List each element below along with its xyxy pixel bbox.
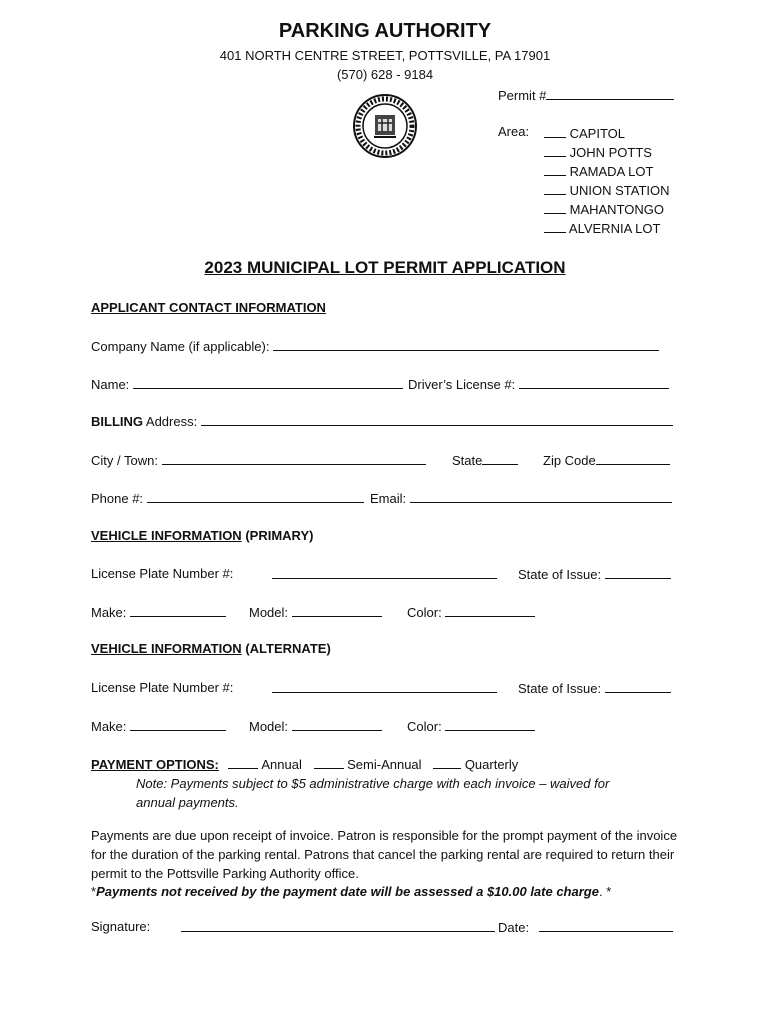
alt-plate-input[interactable] — [272, 680, 497, 697]
company-label: Company Name (if applicable): — [91, 339, 270, 354]
model-field[interactable] — [249, 604, 382, 621]
payment-label: PAYMENT OPTIONS: — [91, 757, 219, 772]
vehicle-alternate-heading: VEHICLE INFORMATION (ALTERNATE) — [91, 641, 331, 656]
alt-model-label: Model: — [249, 719, 289, 734]
semi-annual-blank[interactable] — [314, 756, 344, 769]
city-seal-icon — [352, 93, 418, 159]
alt-model-field[interactable] — [249, 718, 382, 735]
area-option[interactable]: MAHANTONGO — [544, 200, 670, 219]
color-field[interactable] — [407, 604, 535, 621]
date-label: Date: — [498, 920, 530, 935]
state-issue-label: State of Issue: — [518, 567, 602, 582]
signature-input[interactable] — [181, 919, 495, 936]
state-issue-field[interactable] — [518, 566, 671, 583]
quarterly-blank[interactable] — [433, 756, 461, 769]
license-label: Driver’s License #: — [408, 377, 516, 392]
plate-input[interactable] — [272, 566, 497, 583]
alt-color-label: Color: — [407, 719, 442, 734]
phone-field[interactable] — [91, 490, 364, 507]
phone-label: Phone #: — [91, 491, 144, 506]
date-field[interactable] — [498, 919, 673, 936]
area-option[interactable]: CAPITOL — [544, 124, 670, 143]
billing-field[interactable] — [91, 413, 673, 430]
area-option[interactable]: JOHN POTTS — [544, 143, 670, 162]
billing-label-bold: BILLING — [91, 414, 143, 429]
late-charge-notice: *Payments not received by the payment date will be assessed a $10.00 late charge. * — [91, 884, 612, 899]
page-title: PARKING AUTHORITY — [278, 20, 492, 42]
semi-annual-option: Semi-Annual — [347, 757, 422, 772]
license-field[interactable] — [408, 376, 669, 393]
area-label: Area: — [498, 124, 530, 139]
form-title: 2023 MUNICIPAL LOT PERMIT APPLICATION — [204, 258, 566, 277]
area-option[interactable]: RAMADA LOT — [544, 162, 670, 181]
city-field[interactable] — [91, 452, 426, 469]
signature-label: Signature: — [91, 919, 151, 934]
model-label: Model: — [249, 605, 289, 620]
color-label: Color: — [407, 605, 442, 620]
address: 401 NORTH CENTRE STREET, POTTSVILLE, PA 17901 — [219, 48, 551, 63]
alt-make-field[interactable] — [91, 718, 226, 735]
billing-label: Address: — [145, 414, 198, 429]
alt-state-issue-field[interactable] — [518, 680, 671, 697]
name-label: Name: — [91, 377, 130, 392]
email-field[interactable] — [370, 490, 672, 507]
phone-number: (570) 628 - 9184 — [336, 67, 434, 82]
quarterly-option: Quarterly — [464, 757, 519, 772]
area-option[interactable]: ALVERNIA LOT — [544, 219, 670, 238]
zip-label: Zip Code — [543, 453, 596, 468]
alt-plate-label: License Plate Number #: — [91, 680, 234, 695]
payment-note: Note: Payments subject to $5 administrative charge with each invoice – waived for annual payments. — [136, 776, 610, 810]
contact-heading: APPLICANT CONTACT INFORMATION — [91, 300, 326, 315]
annual-option: Annual — [261, 757, 302, 772]
alt-color-field[interactable] — [407, 718, 535, 735]
make-field[interactable] — [91, 604, 226, 621]
email-label: Email: — [370, 491, 407, 506]
company-field[interactable] — [91, 338, 659, 355]
payment-options — [91, 756, 518, 773]
terms-paragraph: Payments are due upon receipt of invoice. Patron is responsible for the prompt payment of the invoice for the duration of the parking rental. Patrons that cancel the parking rental are required to return their permit to the Pottsville Parking Authority office. — [91, 828, 678, 881]
area-option[interactable]: UNION STATION — [544, 181, 670, 200]
permit-label: Permit # — [498, 88, 547, 103]
permit-field[interactable] — [498, 87, 674, 104]
state-field[interactable] — [452, 452, 518, 469]
vehicle-primary-heading: VEHICLE INFORMATION (PRIMARY) — [91, 528, 314, 543]
state-label: State — [452, 453, 483, 468]
annual-blank[interactable] — [228, 756, 258, 769]
zip-field[interactable] — [543, 452, 670, 469]
plate-label: License Plate Number #: — [91, 566, 234, 581]
alt-state-issue-label: State of Issue: — [518, 681, 602, 696]
area-list — [544, 124, 670, 238]
make-label: Make: — [91, 605, 127, 620]
alt-make-label: Make: — [91, 719, 127, 734]
name-field[interactable] — [91, 376, 403, 393]
city-label: City / Town: — [91, 453, 158, 468]
